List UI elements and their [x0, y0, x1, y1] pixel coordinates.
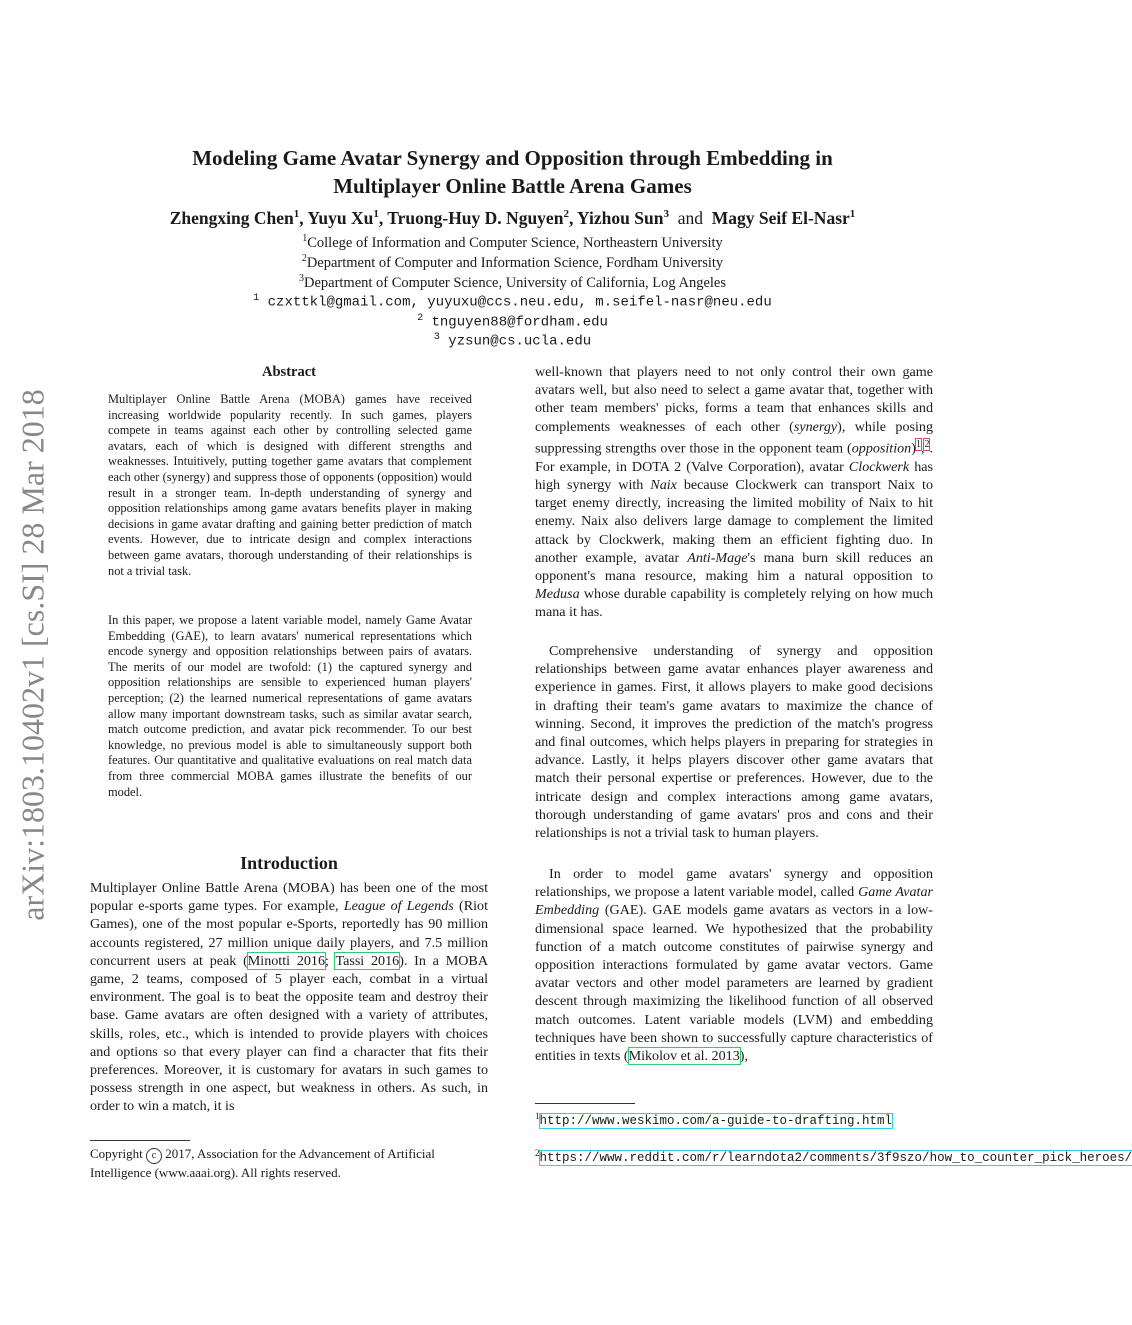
author-name: Yizhou Sun	[577, 208, 664, 228]
affil-text: College of Information and Computer Science, Northeastern University	[307, 234, 723, 251]
author-name: Truong-Huy D. Nguyen	[387, 208, 564, 228]
footnote-ref[interactable]: 1	[915, 438, 921, 450]
body-text: has high synergy with	[535, 458, 933, 493]
copyright-text: 2017, Association for the Advancement of Artificial Intelligence (www.aaai.org). All rights reserved.	[90, 1146, 435, 1180]
footnote	[535, 1145, 1132, 1167]
body-text: Multiplayer Online Battle Arena (MOBA) has been one of the most popular e-sports game types. For example,	[90, 880, 488, 915]
email-line	[90, 293, 935, 311]
affil-mark: 3	[298, 273, 304, 284]
body-text: In order to model game avatars' synergy and opposition relationships, we propose a latent variable model, called	[535, 866, 933, 901]
emphasis-text: Naix	[650, 476, 677, 493]
body-text: (GAE). GAE models game avatars as vectors in a low-dimensional space learned. We hypothesized that the probability function of a match outcome constitutes of pairwise synergy and opposition interactions formulated by game avatar vectors. Game avatar vectors and other model parameters are learned by gradient descent through maximizing the likelihood function of all observed match outcomes. Latent variable models (LVM) and embedding techniques have been shown to successfully capture characteristics of entities in texts (	[535, 902, 933, 1065]
email-mark: 2	[417, 313, 424, 324]
copyright-icon: c	[146, 1148, 162, 1164]
intro-paragraph-3	[535, 642, 933, 842]
footnote-mark: 2	[535, 1148, 540, 1158]
affiliation	[90, 253, 935, 272]
footnote-divider	[90, 1140, 190, 1141]
arxiv-id: arXiv:1803.10402v1 [cs.SI] 28 Mar 2018	[14, 389, 50, 921]
body-text: whose durable capability is completely relying on how much mana it has.	[535, 586, 933, 621]
footnote	[535, 1108, 935, 1130]
citation-link[interactable]: Tassi 2016	[335, 952, 400, 969]
body-text: (Riot Games), one of the most popular e-Sports, reportedly has 90 million accounts registered, 27 million unique daily players, and 7.5 million concurrent users at peak (	[90, 898, 488, 969]
affil-mark: 1	[302, 233, 308, 244]
author-affil-mark: 3	[663, 208, 669, 221]
email-line	[90, 313, 935, 331]
affiliation	[90, 233, 935, 252]
emphasis-text: Clockwerk	[848, 458, 910, 475]
body-text: Comprehensive understanding of synergy and opposition relationships between game avatar enhances player awareness and experience in games. First, it allows players to make good decisions in drafting their team's game avatars to maximize the chance of winning. Second, it improves the prediction of the match's progress and final outcomes, which helps players in preparing for strategies in advance. Lastly, it helps players discover other game avatars that match their personal expertise or preferences. However, due to the intricate design and complex interactions among game avatars, thorough understanding of game avatars' pros and cons and their relationships is not a trivial task to human players.	[535, 643, 933, 842]
body-text: because Clockwerk can transport Naix to target enemy directly, increasing the limited mobility of Naix to hit enemy. Naix also delivers large damage to complement the limited attack by Clockwerk, making them an efficient fighting duo. In another example, avatar	[535, 476, 933, 566]
abstract-paragraph-1: Multiplayer Online Battle Arena (MOBA) games have received increasing worldwide popularity recently. In such games, players compete in teams against each other by controlling selected game avatars, each of which is designed with different strengths and weaknesses. Intuitively, putting together game avatars that complement each other (synergy) and suppress those of opponents (opposition) would result in a stronger team. In-depth understanding of synergy and opposition relationships among game avatars benefits player in making decisions in game avatar drafting and gaining better prediction of match events. However, due to intricate design and complex interactions between game avatars, thorough understanding of their relationships is not a trivial task.	[108, 392, 472, 578]
email-text: czxttkl@gmail.com, yuyuxu@ccs.neu.edu, m.seifel-nasr@neu.edu	[267, 294, 772, 311]
affil-text: Department of Computer Science, University of California, Log Angeles	[303, 274, 726, 291]
copyright-notice	[90, 1145, 490, 1181]
footnote-url-link[interactable]: http://www.weskimo.com/a-guide-to-drafting.html	[539, 1114, 893, 1129]
arxiv-sidebar-stamp	[10, 365, 55, 945]
emphasis-text: Medusa	[535, 586, 580, 603]
citation-link[interactable]: Mikolov et al. 2013	[628, 1048, 740, 1065]
footnote-mark: 1	[535, 1111, 540, 1121]
abstract-heading: Abstract	[262, 364, 316, 380]
affil-mark: 2	[301, 253, 307, 264]
author-name: Zhengxing Chen	[169, 208, 294, 228]
intro-paragraph-1	[90, 879, 488, 1116]
introduction-heading: Introduction	[240, 853, 338, 873]
body-text: well-known that players need to not only control their own game avatars well, but also need to select a game avatar that, together with other team members' picks, forms a team that enhances skills and complements weaknesses of each other (	[535, 364, 933, 435]
title-line-2: Multiplayer Online Battle Arena Games	[333, 174, 692, 198]
citation-link[interactable]: Minotti 2016	[247, 952, 326, 969]
footnote-divider	[535, 1103, 635, 1104]
email-mark: 1	[253, 293, 260, 304]
emphasis-text: Anti-Mage	[687, 549, 748, 566]
body-text: ). In a MOBA game, 2 teams, composed of 5 player each, combat in a virtual environment. The goal is to beat the opposite team and destroy their base. Game avatars are often designed with a variety of attributes, skills, roles, etc., which is intended to provide players with choices and options so that every player can find a character that fits their preferences. Moreover, it is customary for avatars in such games to possess strength in one aspect, but weakness in others. As such, in order to win a match, it is	[90, 952, 488, 1115]
body-text: ;	[325, 952, 336, 969]
footnote-url-link[interactable]: https://www.reddit.com/r/learndota2/comments/3f9szo/how_to_counter_pick_heroes/	[539, 1151, 1132, 1166]
emphasis-text: Game Avatar Embedding	[535, 884, 933, 919]
body-text: ), while posing suppressing strengths over those in the opponent team (	[535, 418, 933, 457]
author-and: and	[677, 208, 703, 228]
author-name: Yuyu Xu	[307, 208, 374, 228]
emphasis-text: opposition	[851, 440, 912, 457]
body-text: )	[911, 440, 916, 457]
author-affil-mark: 1	[373, 208, 379, 221]
author-affil-mark: 2	[563, 208, 569, 221]
affiliation	[90, 273, 935, 292]
author-name: Magy Seif El-Nasr	[711, 208, 850, 228]
body-text: 's mana burn skill reduces an opponent's mana resource, making him a natural opposition to	[535, 549, 933, 584]
paper-title	[90, 144, 935, 200]
intro-paragraph-4	[535, 865, 933, 1065]
title-line-1: Modeling Game Avatar Synergy and Opposition through Embedding in	[192, 146, 833, 170]
email-text: tnguyen88@fordham.edu	[431, 314, 608, 331]
emphasis-text: League of Legends	[343, 898, 454, 915]
author-affil-mark: 1	[293, 208, 300, 221]
body-text: . For example, in DOTA 2 (Valve Corporation), avatar	[535, 440, 933, 475]
intro-paragraph-2: well-known that players need to not only control their own game avatars well, but also need to select a game avatar that, together with other team members' picks, forms a team that enhances skills and complements weaknesses of each other (synergy), while posing suppressing strengths over those in the opponent team (opposition)$^1$,$^2$. For example, in DOTA 2 (Valve Corporation), avatar Clockwerk has high synergy with Naix because Clockwerk can transport Naix to target enemy directly, increasing the limited mobility of Naix to hit enemy. Naix also delivers large damage to complement the limited attack by Clockwerk, making them an efficient fighting duo. In another example, avatar Anti-Mage's mana burn skill reduces an opponent's mana resource, making him a natural opposition to Medusa whose durable capability is completely relying on how much mana it has.	[535, 364, 933, 621]
abstract-paragraph-2: In this paper, we propose a latent variable model, namely Game Avatar Embedding (GAE), to learn avatars' numerical representations which encode synergy and opposition relationships between pairs of avatars. The merits of our model are twofold: (1) the captured synergy and opposition relationships are sensible to experienced human players' perception; (2) the learned numerical representations of game avatars allow many important downstream tasks, such as similar avatar search, match outcome prediction, and avatar pick recommender. To our best knowledge, no previous model is able to simultaneously support both features. Our quantitative and qualitative evaluations on real match data from three commercial MOBA games illustrate the benefits of our model.	[108, 613, 472, 799]
emphasis-text: synergy	[793, 418, 838, 435]
footnote-ref[interactable]: 2	[924, 438, 930, 450]
affil-text: Department of Computer and Information Science, Fordham University	[306, 254, 724, 271]
email-text: yzsun@cs.ucla.edu	[448, 333, 592, 350]
email-line	[90, 332, 935, 350]
body-text: ),	[739, 1048, 748, 1065]
copyright-text: Copyright	[90, 1146, 146, 1161]
email-mark: 3	[433, 332, 440, 343]
author-list: Zhengxing Chen$^1$, Yuyu Xu$^1$, Truong-Huy D. Nguyen$^2$, Yizhou Sun$^3$ and Magy Seif El-Nasr$^1$	[169, 208, 856, 228]
author-affil-mark: 1	[849, 208, 856, 221]
